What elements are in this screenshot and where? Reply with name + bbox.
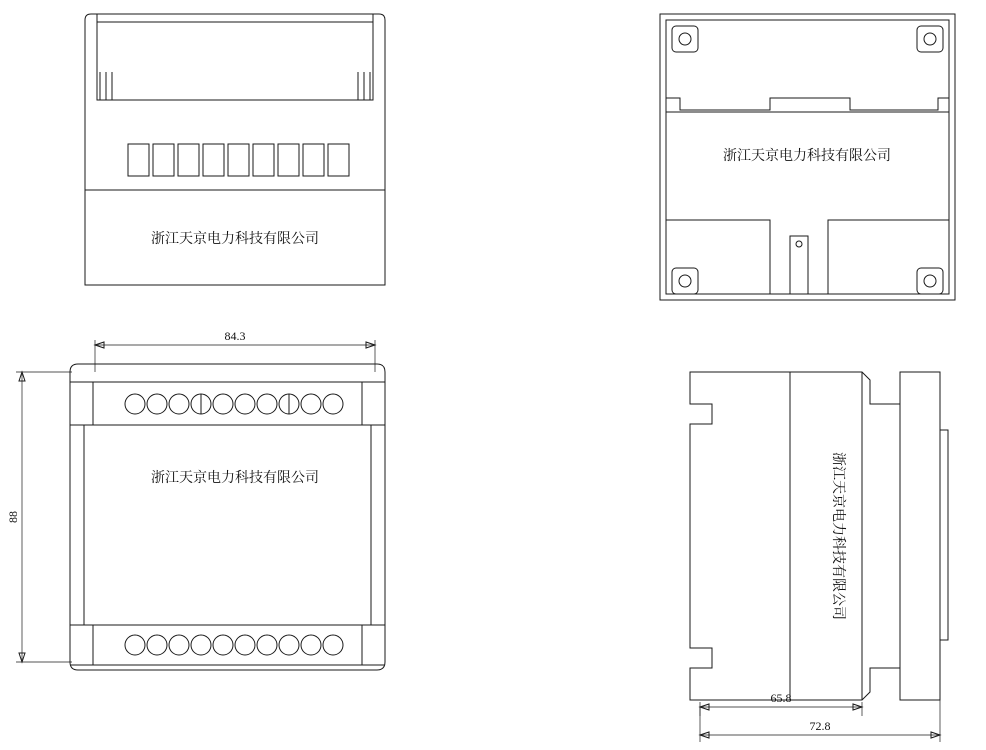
plan-view-outline	[70, 364, 385, 670]
dimension-height-88	[6, 372, 72, 662]
side-view-brand-label: 浙江天京电力科技有限公司	[830, 452, 846, 620]
rear-view-brand-label: 浙江天京电力科技有限公司	[723, 148, 891, 164]
rear-view-group	[660, 14, 955, 300]
dimension-inner-value: 65.8	[770, 691, 792, 705]
dimension-outer-72-8	[700, 700, 940, 742]
dimension-width-value: 84.3	[224, 329, 246, 343]
side-view-group	[690, 372, 948, 742]
front-view-group	[85, 14, 385, 285]
plan-view-brand-label: 浙江天京电力科技有限公司	[151, 470, 319, 486]
side-view-outline	[690, 372, 948, 700]
front-view-brand-label: 浙江天京电力科技有限公司	[151, 231, 319, 247]
dimension-outer-value: 72.8	[809, 719, 831, 733]
plan-view-group	[6, 329, 385, 670]
dimension-height-value: 88	[6, 511, 20, 523]
